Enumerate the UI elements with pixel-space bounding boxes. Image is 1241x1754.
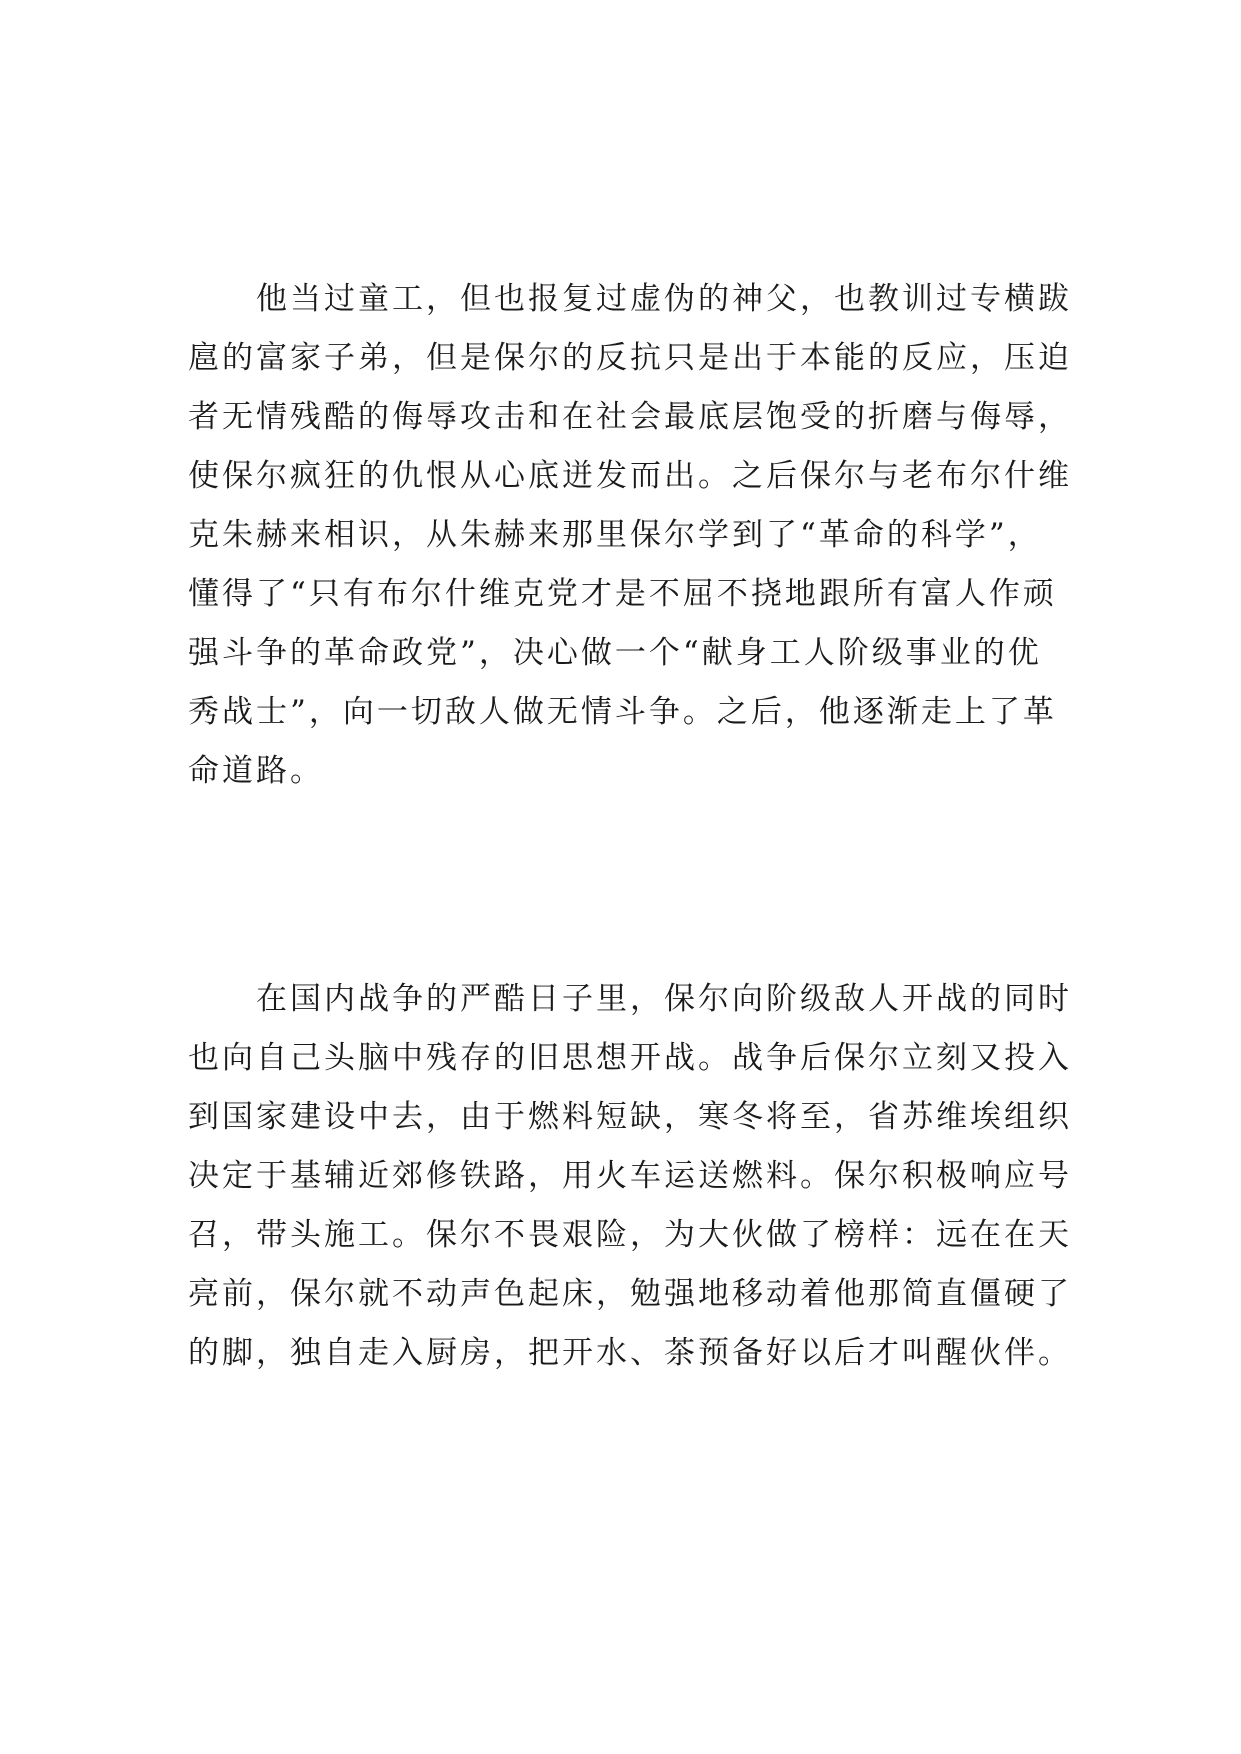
paragraph-line: 在国内战争的严酷日子里，保尔向阶级敌人开战的同时 [256, 981, 1072, 1017]
paragraph-line: 的脚，独自走入厨房，把开水、茶预备好以后才叫醒伙伴。 [188, 1335, 1072, 1371]
paragraph-line: 决定于基辅近郊修铁路，用火车运送燃料。保尔积极响应号 [188, 1158, 1072, 1194]
paragraph-line: 强斗争的革命政党”，决心做一个“献身工人阶级事业的优 [188, 635, 1042, 671]
paragraph-line: 也向自己头脑中残存的旧思想开战。战争后保尔立刻又投入 [188, 1040, 1072, 1076]
paragraph-line: 召，带头施工。保尔不畏艰险，为大伙做了榜样：远在在天 [188, 1217, 1072, 1253]
paragraph-line: 使保尔疯狂的仇恨从心底迸发而出。之后保尔与老布尔什维 [188, 458, 1072, 494]
paragraph-line: 秀战士”，向一切敌人做无情斗争。之后，他逐渐走上了革 [188, 694, 1057, 730]
paragraph-line: 亮前，保尔就不动声色起床，勉强地移动着他那简直僵硬了 [188, 1276, 1072, 1312]
paragraph-line: 者无情残酷的侮辱攻击和在社会最底层饱受的折磨与侮辱， [188, 399, 1072, 435]
paragraph-line: 扈的富家子弟，但是保尔的反抗只是出于本能的反应，压迫 [188, 340, 1072, 376]
paragraph-line: 克朱赫来相识，从朱赫来那里保尔学到了“革命的科学”， [188, 517, 1042, 553]
paragraph-1 [188, 270, 1072, 801]
paragraph-line: 懂得了“只有布尔什维克党才是不屈不挠地跟所有富人作顽 [188, 576, 1057, 612]
paragraph-2 [188, 970, 1072, 1383]
paragraph-line: 命道路。 [188, 753, 324, 789]
paragraph-line: 到国家建设中去，由于燃料短缺，寒冬将至，省苏维埃组织 [188, 1099, 1072, 1135]
paragraph-line: 他当过童工，但也报复过虚伪的神父，也教训过专横跋 [256, 281, 1072, 317]
